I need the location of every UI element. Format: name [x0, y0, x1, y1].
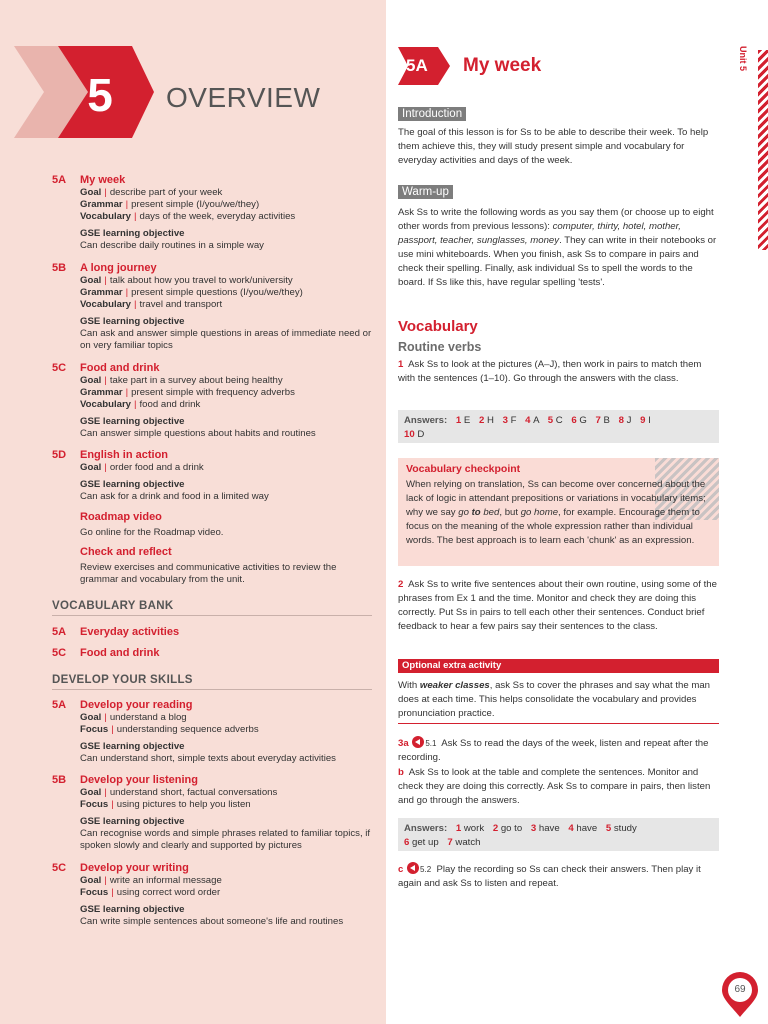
gse-label: GSE learning objective: [80, 741, 185, 752]
section-code: 5A: [52, 174, 67, 186]
goal-text: understand short, factual conversations: [109, 787, 278, 798]
section-title: A long journey: [80, 262, 157, 274]
page-number: 69: [734, 984, 746, 995]
gse-label: GSE learning objective: [80, 904, 185, 915]
gse-text: Can answer simple questions about habits and routines: [80, 428, 316, 439]
vocab-bank-item: [52, 647, 372, 660]
focus-text: using pictures to help you listen: [116, 799, 251, 810]
overview-5a: 5A My week Goal | describe part of your week Grammar | present simple (I/you/we/they) Vocabulary | days of the week, everyday activities GSE learning objective Can describe daily routines in a simple way: [52, 174, 372, 252]
checkpoint-text: When relying on translation, Ss can become over concerned about the lack of logic in attendant prepositions or variations in vocabulary items; why we say go to bed, but go home, for example. Encourage them to focus on the meaning of the whole expression rather than individual words. The best approach is to learn each 'chunk' as an expression.: [406, 479, 706, 546]
unit-tab: Unit 5: [738, 46, 748, 72]
skills-writing: 5C Develop your writing Goal | write an informal message Focus | using correct word order GSE learning objective Can write simple sentences about someone's life and routines: [52, 862, 372, 928]
overview-5b: 5B A long journey Goal | talk about how you travel to work/university Grammar | present simple questions (I/you/we/they) Vocabulary | travel and transport GSE learning objective Can ask and answer simple questions in areas of immediate need or on very familiar topics: [52, 262, 372, 351]
goal-label: Goal: [80, 462, 102, 473]
focus-label: Focus: [80, 799, 109, 810]
section-code: 5A: [52, 699, 67, 711]
section-title: Develop your reading: [80, 699, 193, 711]
vocab-bank-item: [52, 626, 372, 639]
overview-roadmap: [52, 511, 372, 539]
warmup-text: Ask Ss to write the following words as you say them (or choose up to eight other words from previous lessons): computer, thirty, hotel, mother, passport, teacher, sunglasses, money. They can write in their notebooks or use mini whiteboards. When you finish, ask Ss to compare in pairs and check their spelling. Finally, ask individual Ss to spell the words to the board. If Ss like this, have regular spelling 'tests'.: [398, 207, 717, 288]
section-code: 5A: [52, 626, 67, 638]
skills-reading: 5A Develop your reading Goal | understand a blog Focus | understanding sequence adverbs GSE learning objective Can understand short, simple texts about everyday activities: [52, 699, 372, 765]
overview-title: OVERVIEW: [166, 82, 321, 113]
vocab-text: food and drink: [139, 399, 201, 410]
exercise-1: 1 Ask Ss to look at the pictures (A–J), then work in pairs to match them with the sentences (1–10). Go through the answers with the class.: [398, 359, 702, 384]
lesson-code: 5A: [406, 56, 428, 75]
section-title: Everyday activities: [80, 626, 180, 638]
vocab-label: Vocabulary: [80, 399, 132, 410]
skills-listening: 5B Develop your listening Goal | understand short, factual conversations Focus | using pictures to help you listen GSE learning objective Can recognise words and simple phrases related to familiar topics, if spoken slowly and clearly and supported by pictures: [52, 774, 371, 851]
goal-label: Goal: [80, 275, 102, 286]
grammar-text: present simple with frequency adverbs: [131, 387, 295, 398]
section-code: 5D: [52, 449, 67, 461]
focus-text: understanding sequence adverbs: [116, 724, 259, 735]
unit-tab-stripes: [758, 50, 768, 250]
section-title: Food and drink: [80, 362, 160, 374]
vocab-label: Vocabulary: [80, 299, 132, 310]
unit-number: 5: [87, 69, 113, 121]
goal-label: Goal: [80, 187, 102, 198]
vocab-text: travel and transport: [139, 299, 223, 310]
checkpoint-title: Vocabulary checkpoint: [406, 463, 521, 475]
roadmap-title: Roadmap video: [80, 511, 162, 523]
section-title: My week: [80, 174, 126, 186]
grammar-label: Grammar: [80, 287, 123, 298]
section-title: Develop your writing: [80, 862, 189, 874]
goal-label: Goal: [80, 712, 102, 723]
section-code: 5B: [52, 262, 67, 274]
section-title: English in action: [80, 449, 169, 461]
introduction-label: Introduction: [398, 107, 466, 121]
goal-label: Goal: [80, 787, 102, 798]
gse-text: Can recognise words and simple phrases related to familiar topics, if spoken slowly and clearly and supported by pictures: [80, 828, 371, 851]
exercise-3b: b Ask Ss to look at the table and complete the sentences. Monitor and check they are doing this correctly. Ask Ss to compare in pairs, then listen and go through the answers.: [398, 767, 711, 806]
section-code: 5C: [52, 862, 67, 874]
gse-label: GSE learning objective: [80, 316, 185, 327]
gse-label: GSE learning objective: [80, 416, 185, 427]
exercise-3a: 3a 5.1 Ask Ss to read the days of the week, listen and repeat after the recording.: [398, 738, 709, 763]
grammar-label: Grammar: [80, 387, 123, 398]
goal-label: Goal: [80, 875, 102, 886]
answers-box-2: Answers: 1 work 2 go to 3 have 4 have 5 study 6 get up 7 watch: [398, 818, 719, 851]
gse-label: GSE learning objective: [80, 228, 185, 239]
warmup-label: Warm-up: [398, 185, 453, 199]
vocabulary-checkpoint: [398, 458, 719, 566]
routine-verbs-heading: Routine verbs: [398, 340, 482, 354]
vocabulary-heading: Vocabulary: [398, 318, 478, 335]
audio-icon[interactable]: [407, 862, 419, 874]
section-code: 5B: [52, 774, 67, 786]
focus-label: Focus: [80, 887, 109, 898]
gse-text: Can understand short, simple texts about everyday activities: [80, 753, 336, 764]
introduction-text: The goal of this lesson is for Ss to be able to describe their week. To help them achieve this, they will study present simple and vocabulary for everyday activities and days of the week.: [398, 127, 709, 166]
gse-text: Can ask and answer simple questions in areas of immediate need or on very familiar topics: [80, 328, 372, 351]
page-badge-icon: [721, 972, 759, 1018]
lesson-title: My week: [463, 55, 542, 76]
section-title: Food and drink: [80, 647, 160, 659]
vocab-bank-heading: VOCABULARY BANK: [52, 600, 372, 616]
overview-check: [52, 546, 372, 586]
grammar-text: present simple questions (I/you/we/they): [131, 287, 303, 298]
skills-heading: DEVELOP YOUR SKILLS: [52, 674, 372, 690]
check-title: Check and reflect: [80, 546, 172, 558]
focus-label: Focus: [80, 724, 109, 735]
section-code: 5C: [52, 647, 67, 659]
divider: [398, 723, 719, 724]
vocab-text: days of the week, everyday activities: [139, 211, 296, 222]
answers-label: Answers:: [404, 823, 448, 834]
goal-label: Goal: [80, 375, 102, 386]
optional-activity-label: Optional extra activity: [398, 659, 719, 673]
check-text: Review exercises and communicative activities to review the grammar and vocabulary from the unit.: [80, 562, 337, 585]
goal-text: write an informal message: [109, 875, 222, 886]
answers-label: Answers:: [404, 415, 448, 426]
gse-text: Can describe daily routines in a simple way: [80, 240, 264, 251]
exercise-3c: c 5.2 Play the recording so Ss can check their answers. Then play it again and ask Ss to listen and repeat.: [398, 864, 701, 889]
goal-text: take part in a survey about being healthy: [109, 375, 283, 386]
gse-label: GSE learning objective: [80, 479, 185, 490]
goal-text: order food and a drink: [109, 462, 204, 473]
exercise-2: 2 Ask Ss to write five sentences about their own routine, using some of the phrases from Ex 1 and the time. Monitor and check they are doing this correctly. Put Ss in pairs to tell each other their sentences. Conduct brief feedback to hear a few pairs say their sentences to the class.: [398, 579, 717, 632]
goal-text: describe part of your week: [109, 187, 223, 198]
grammar-label: Grammar: [80, 199, 123, 210]
answers-box-1: Answers: 1 E 2 H 3 F 4 A 5 C 6 G 7 B 8 J 9 I 10 D: [398, 410, 719, 443]
goal-text: talk about how you travel to work/university: [109, 275, 293, 286]
gse-label: GSE learning objective: [80, 816, 185, 827]
roadmap-text: Go online for the Roadmap video.: [80, 527, 224, 538]
audio-icon[interactable]: [412, 736, 424, 748]
section-title: Develop your listening: [80, 774, 198, 786]
overview-5d: 5D English in action Goal | order food and a drink GSE learning objective Can ask for a drink and food in a limited way: [52, 449, 372, 503]
overview-5c: 5C Food and drink Goal | take part in a survey about being healthy Grammar | present simple with frequency adverbs Vocabulary | food and drink GSE learning objective Can answer simple questions about habits and routines: [52, 362, 372, 440]
goal-text: understand a blog: [109, 712, 187, 723]
section-code: 5C: [52, 362, 67, 374]
vocab-label: Vocabulary: [80, 211, 132, 222]
grammar-text: present simple (I/you/we/they): [131, 199, 260, 210]
gse-text: Can ask for a drink and food in a limited way: [80, 491, 269, 502]
optional-activity-text: With weaker classes, ask Ss to cover the phrases and say what the man does at each time. This helps consolidate the vocabulary and provides pronunciation practice.: [398, 680, 710, 719]
focus-text: using correct word order: [116, 887, 221, 898]
gse-text: Can write simple sentences about someone's life and routines: [80, 916, 344, 927]
